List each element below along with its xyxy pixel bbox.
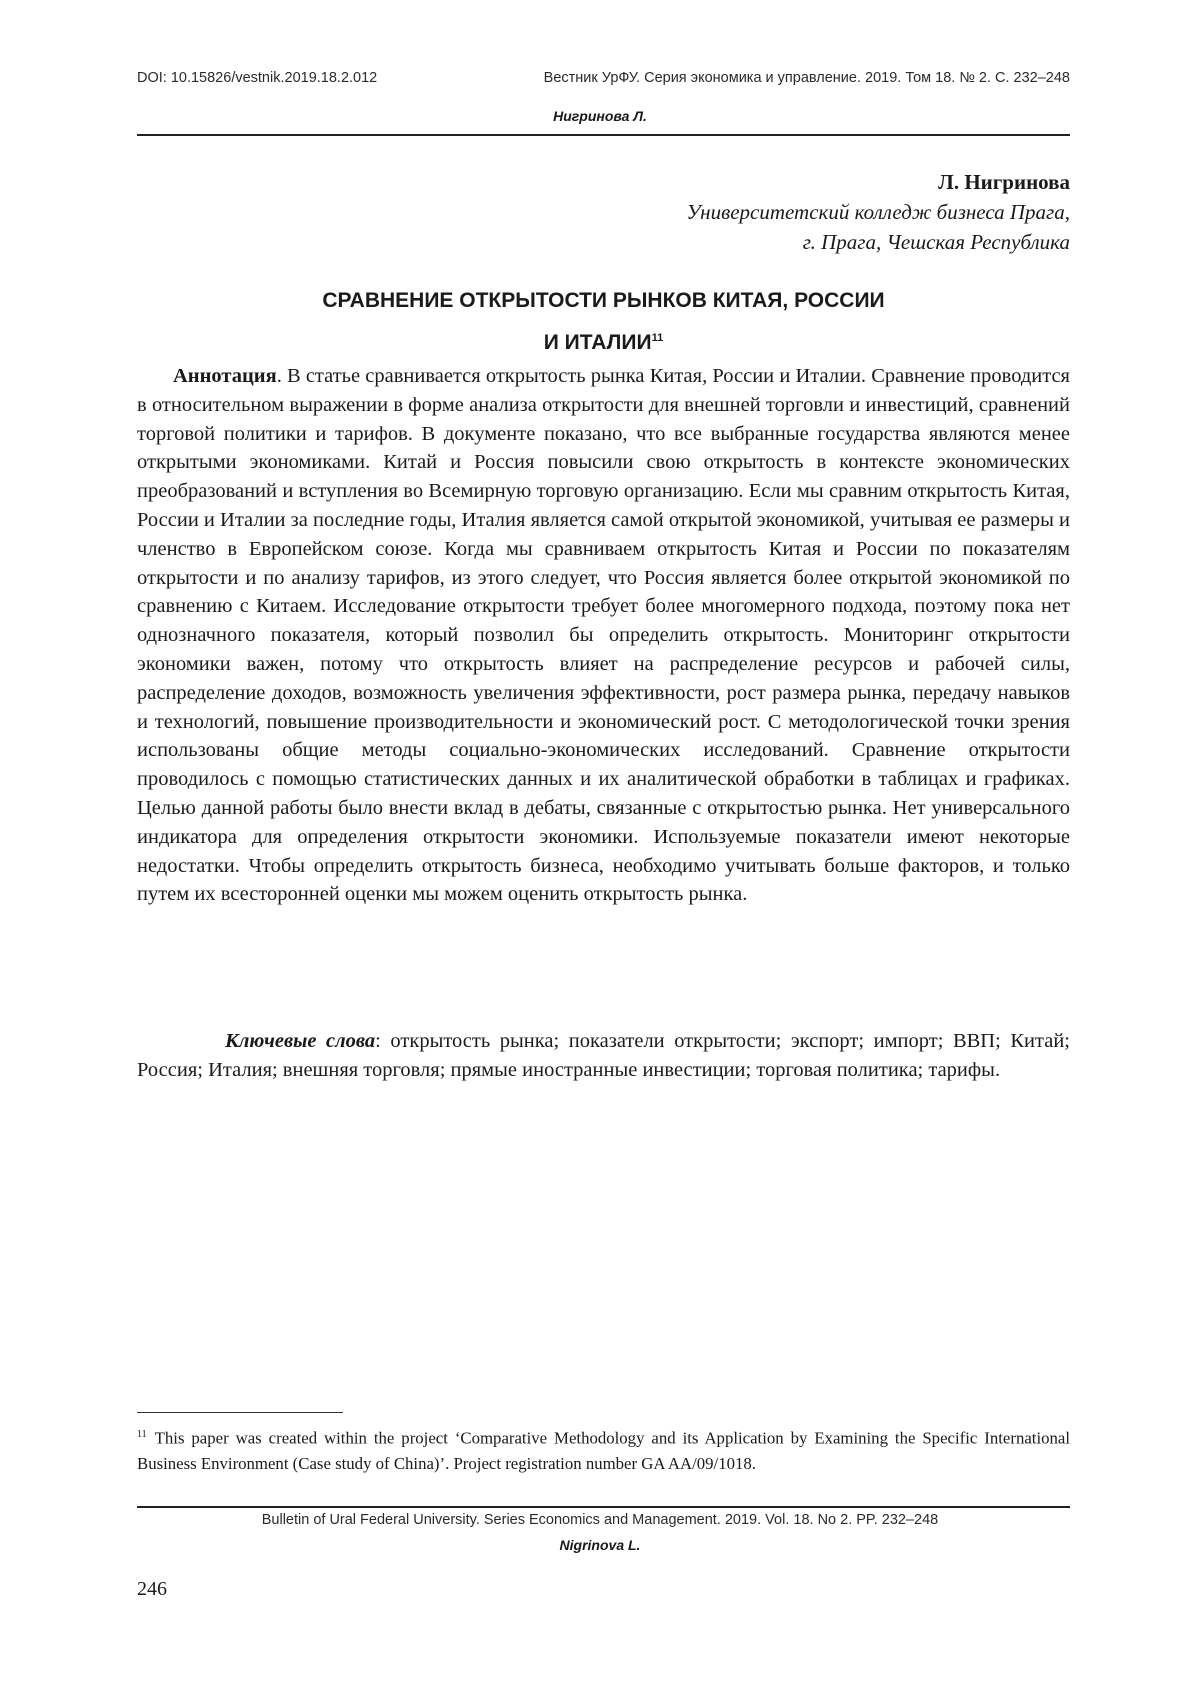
title-line-2-wrap (137, 322, 1070, 364)
page-number: 246 (137, 1578, 167, 1600)
abstract-text: . В статье сравнивается открытость рынка Китая, России и Италии. Сравнение проводится в относительном выражении в форме анализа открытости для внешней торговли и инвестиций, сравнений торговой политики и тарифов. В документе показано, что все выбранные государства являются менее открытыми экономиками. Китай и Россия повысили свою открытость в контексте экономических преобразований и вступления во Всемирную торговую организацию. Если мы сравним открытость Китая, России и Италии за последние годы, Италия является самой открытой экономикой, учитывая ее размеры и членство в Европейском союзе. Когда мы сравниваем открытость Китая и России по показателям открытости и по анализу тарифов, из этого следует, что Россия является более открытой экономикой по сравнению с Китаем. Исследование открытости требует более многомерного подхода, поэтому пока нет однозначного показателя, который позволил бы определить открытость. Мониторинг открытости экономики важен, потому что открытость влияет на распределение ресурсов и рабочей силы, распределение доходов, возможность увеличения эффективности, рост размера рынка, передачу навыков и технологий, повышение производительности и экономический рост. С методологической точки зрения использованы общие методы социально-экономических исследований. Сравнение открытости проводилось с помощью статистических данных и их аналитической обработки в таблицах и графиках. Целью данной работы было внести вклад в дебаты, связанные с открытостью рынка. Нет универсального индикатора для определения открытости экономики. Используемые показатели имеют некоторые недостатки. Чтобы определить открытость бизнеса, необходимо учитывать больше факторов, и только путем их всесторонней оценки мы можем оценить открытость рынка. (137, 365, 1070, 906)
affiliation-line-2: г. Прага, Чешская Республика (802, 230, 1070, 254)
abstract (137, 362, 1070, 909)
author-name: Л. Нигринова (938, 170, 1070, 194)
keywords-label: Ключевые слова (225, 1030, 376, 1052)
page-header (137, 70, 1070, 86)
title-line-1: СРАВНЕНИЕ ОТКРЫТОСТИ РЫНКОВ КИТАЯ, РОССИИ (322, 289, 885, 312)
doi-text: DOI: 10.15826/vestnik.2019.18.2.012 (137, 70, 378, 86)
title-footnote-mark: 11 (651, 332, 664, 344)
footer-rule (137, 1506, 1070, 1508)
keywords-text: открытость рынка; показатели открытости; экспорт; импорт; ВВП; Китай; Россия; Италия; внешняя торговля; прямые иностранные инвестиции; торговая политика; тарифы. (137, 1030, 1070, 1081)
footer-author: Nigrinova L. (559, 1537, 641, 1553)
affiliation-line-1: Университетский колледж бизнеса Прага, (686, 200, 1070, 224)
footer-citation: Bulletin of Ural Federal University. Series Economics and Management. 2019. Vol. 18. No 2. PP. 232–248 (261, 1512, 939, 1528)
header-rule (137, 134, 1070, 136)
footnote-mark: 11 (137, 1429, 147, 1440)
running-author: Нигринова Л. (553, 108, 647, 124)
title-line-2: И ИТАЛИИ (543, 331, 652, 354)
footnote-rule (137, 1412, 343, 1413)
author-block (687, 167, 1070, 257)
article-title (137, 280, 1070, 364)
footnote-text: This paper was created within the project ‘Comparative Methodology and its Application by Examining the Specific International Business Environment (Case study of China)’. Project registration number GA AA/09/1018. (137, 1428, 1070, 1473)
keywords-separator: : (375, 1030, 381, 1052)
abstract-label: Аннотация (173, 365, 277, 387)
journal-citation: Вестник УрФУ. Серия экономика и управление. 2019. Том 18. № 2. С. 232–248 (543, 70, 1070, 86)
footnote (137, 1422, 1070, 1476)
keywords (137, 1027, 1070, 1085)
